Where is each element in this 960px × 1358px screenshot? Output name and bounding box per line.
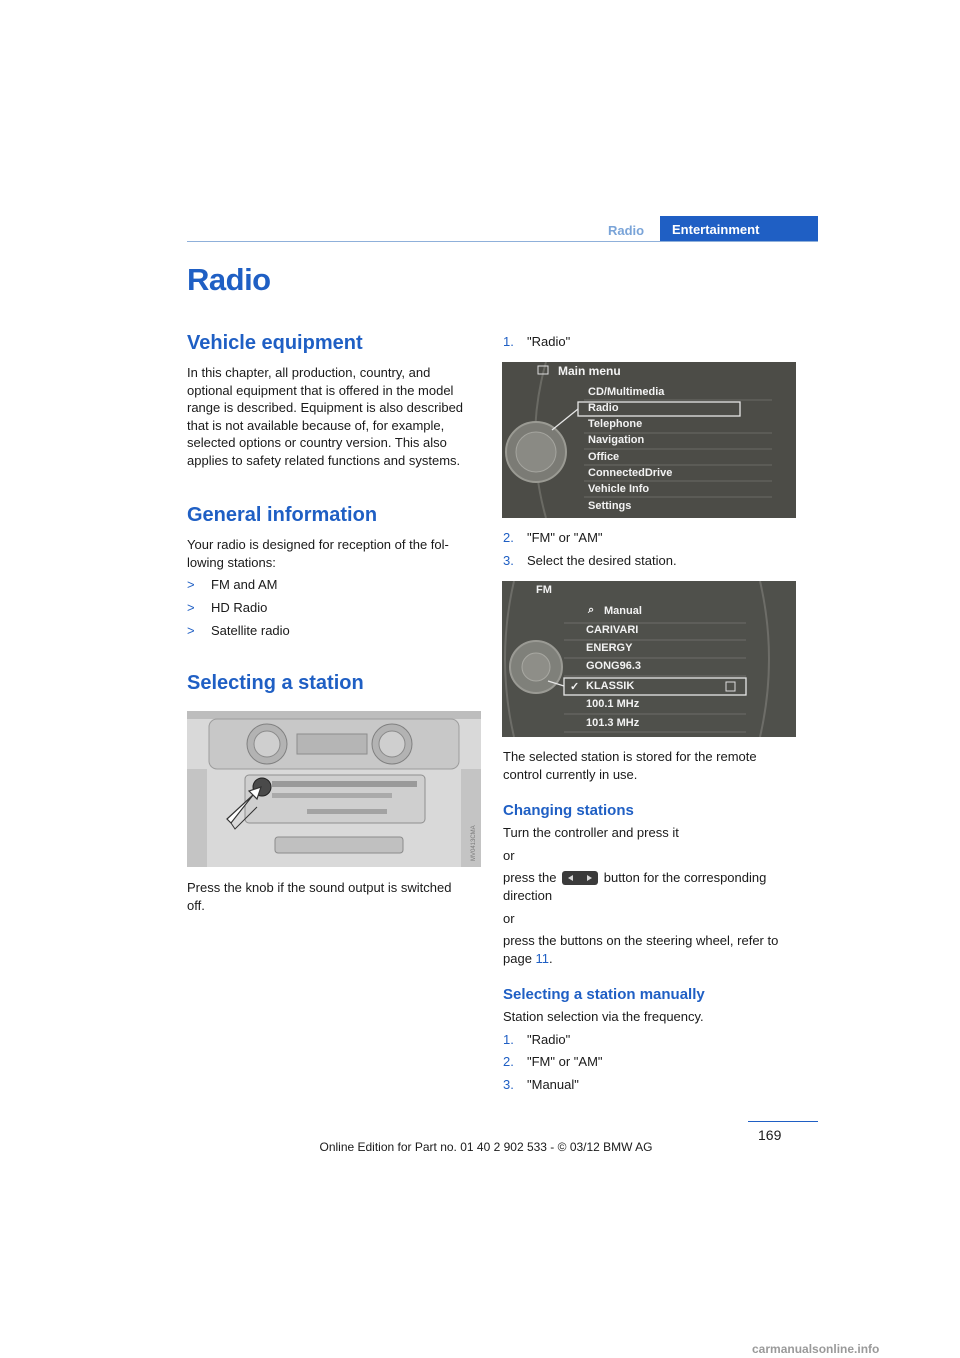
- step-item: [503, 333, 570, 350]
- dashboard-radio-image: [187, 711, 481, 867]
- bullet-marker: >: [187, 577, 195, 592]
- text-line: Station selection via the frequency.: [503, 1009, 704, 1024]
- text-line: lowing stations:: [187, 554, 276, 570]
- text-line: or: [503, 848, 515, 863]
- step-text: "FM" or "AM": [527, 1054, 603, 1069]
- station-item: 100.1 MHz: [586, 698, 640, 710]
- site-watermark: carmanualsonline.info: [752, 1342, 880, 1356]
- step-number: 3.: [503, 1077, 514, 1092]
- main-menu-screen-image: [502, 362, 796, 518]
- list-item-text: Satellite radio: [211, 623, 290, 638]
- step-item: [503, 1053, 603, 1070]
- station-item: CARIVARI: [586, 624, 639, 636]
- heading-vehicle-equipment: Vehicle equipment: [187, 332, 363, 354]
- text-line: optional equipment that is offered in the model: [187, 382, 454, 398]
- menu-item: Telephone: [588, 418, 643, 430]
- step-text: Select the desired station.: [527, 553, 677, 568]
- seek-button-icon: [562, 871, 598, 885]
- bullet-marker: >: [187, 623, 195, 638]
- step-item: [503, 1076, 579, 1093]
- text-line: applies to safety related functions and systems.: [187, 452, 461, 468]
- station-item: ENERGY: [586, 642, 633, 654]
- page-title: Radio: [187, 262, 271, 297]
- text-line: off.: [187, 897, 205, 913]
- stored-station-text: [503, 748, 803, 783]
- text-line: that is not available because of, for example,: [187, 417, 445, 433]
- text-line: In this chapter, all production, country, and: [187, 365, 431, 380]
- list-item: [187, 622, 290, 639]
- text-line: [503, 950, 553, 967]
- step-number: 2.: [503, 530, 514, 545]
- text-fragment: .: [549, 951, 553, 966]
- station-item: Manual: [604, 605, 642, 617]
- menu-item: Office: [588, 451, 620, 463]
- checkmark-icon: ✓: [570, 681, 580, 693]
- heading-manual-selection: Selecting a station manually: [503, 986, 705, 1003]
- menu-item: CD/Multimedia: [588, 386, 665, 398]
- step-number: 3.: [503, 553, 514, 568]
- step-text: "Radio": [527, 334, 571, 349]
- step-text: "Radio": [527, 1032, 571, 1047]
- list-item: [187, 576, 277, 593]
- step-text: "FM" or "AM": [527, 530, 603, 545]
- text-line: range is described. Equipment is also described: [187, 400, 464, 415]
- station-item: GONG96.3: [586, 660, 642, 672]
- search-icon: ⌕: [588, 604, 595, 616]
- step-item: [503, 529, 603, 546]
- header-chapter-tab: Entertainment: [660, 216, 818, 242]
- step-text: "Manual": [527, 1077, 579, 1092]
- text-line: Turn the controller and press it: [503, 825, 679, 840]
- bullet-marker: >: [187, 600, 195, 615]
- step-item: [503, 1031, 570, 1048]
- text-line: selected options or country version. This also: [187, 435, 447, 450]
- header-rule: [187, 241, 818, 242]
- screen-title: FM: [536, 584, 552, 596]
- station-item: 101.3 MHz: [586, 717, 640, 729]
- svg-text:MV0413CMA: MV0413CMA: [471, 825, 477, 861]
- page-reference-link[interactable]: 11: [535, 951, 550, 966]
- heading-general-information: General information: [187, 504, 378, 526]
- step-number: 2.: [503, 1054, 514, 1069]
- text-fragment: press the: [503, 870, 557, 885]
- vehicle-equipment-text: [187, 364, 487, 469]
- list-item: [187, 599, 267, 616]
- text-fragment: page: [503, 951, 532, 966]
- list-item-text: HD Radio: [211, 600, 268, 615]
- menu-item: Navigation: [588, 434, 645, 446]
- text-line: The selected station is stored for the remote: [503, 749, 757, 764]
- text-line: [503, 869, 766, 886]
- station-item-selected: KLASSIK: [586, 680, 635, 692]
- fm-station-list-image: [502, 581, 796, 737]
- step-number: 1.: [503, 334, 514, 349]
- text-fragment: button for the corresponding: [603, 870, 767, 885]
- page-number: 169: [758, 1127, 782, 1143]
- text-line: direction: [503, 888, 553, 903]
- footer-rule: [748, 1121, 818, 1122]
- text-line: control currently in use.: [503, 766, 638, 782]
- heading-changing-stations: Changing stations: [503, 802, 634, 819]
- step-item: [503, 552, 677, 569]
- header-section-label: Radio: [608, 223, 645, 238]
- text-line: Press the knob if the sound output is switched: [187, 880, 452, 895]
- menu-title: Main menu: [558, 364, 621, 378]
- menu-item: ConnectedDrive: [588, 467, 673, 479]
- selecting-station-caption: [187, 879, 487, 914]
- menu-item: Vehicle Info: [588, 483, 650, 495]
- heading-selecting-station: Selecting a station: [187, 672, 364, 694]
- edition-notice: Online Edition for Part no. 01 40 2 902 533 - © 03/12 BMW AG: [319, 1140, 653, 1154]
- general-information-text: [187, 536, 487, 571]
- step-number: 1.: [503, 1032, 514, 1047]
- menu-item: Settings: [588, 500, 632, 512]
- text-line: Your radio is designed for reception of the fol-: [187, 537, 449, 552]
- text-line: press the buttons on the steering wheel, refer to: [503, 933, 779, 948]
- text-line: or: [503, 911, 515, 926]
- menu-item-selected: Radio: [588, 402, 619, 414]
- list-item-text: FM and AM: [211, 577, 278, 592]
